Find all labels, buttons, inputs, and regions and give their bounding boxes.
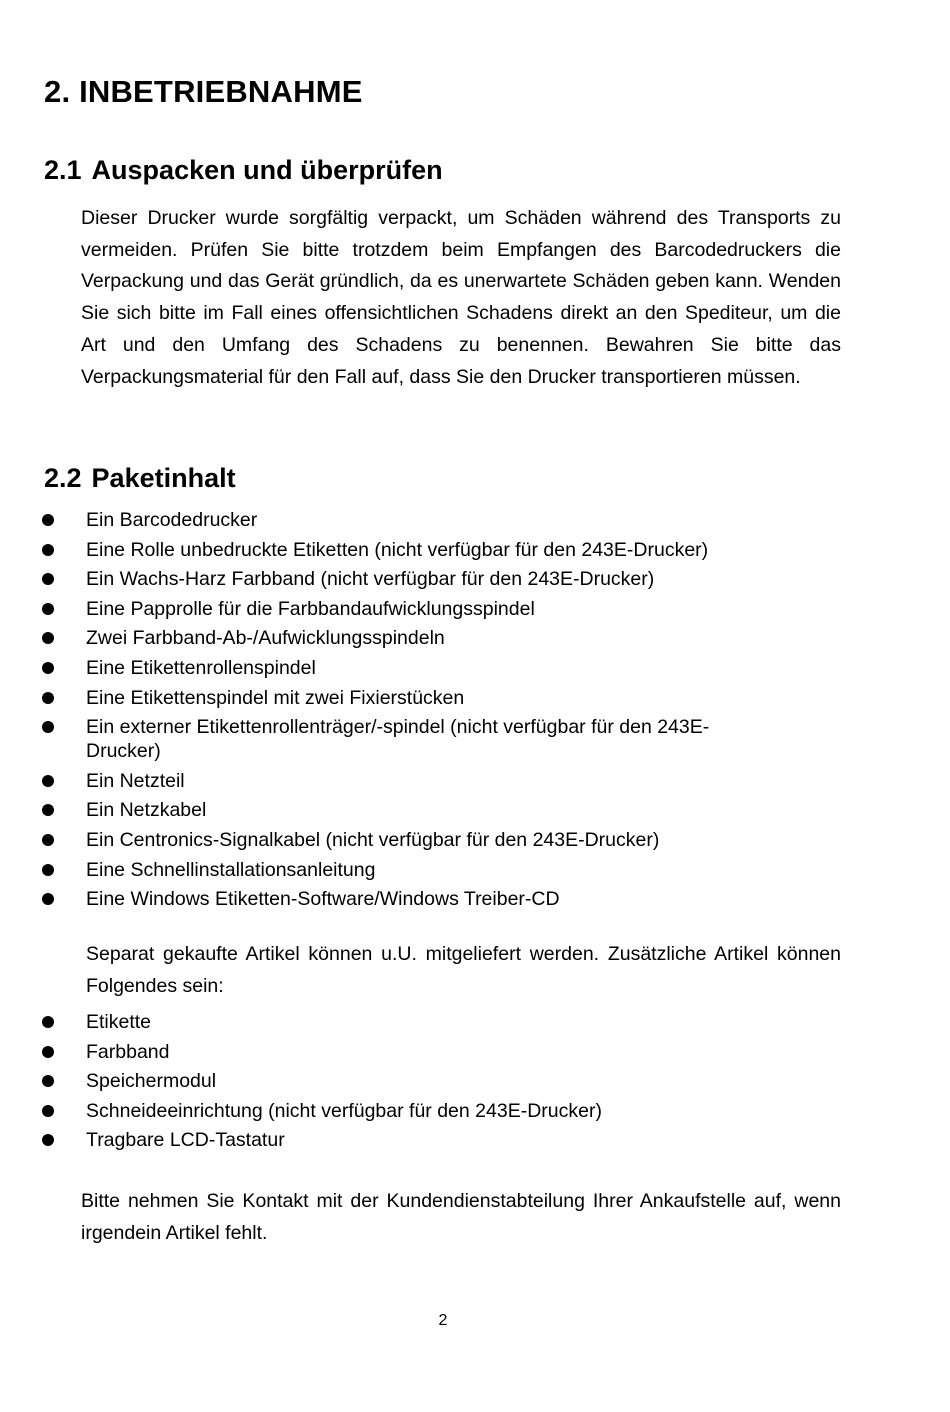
list-item: Eine Etikettenspindel mit zwei Fixierstücken: [0, 686, 766, 710]
bullet-icon: [42, 632, 54, 644]
list-item: Ein externer Etikettenrollenträger/-spindel (nicht verfügbar für den 243E-Drucker): [0, 715, 766, 763]
list-item: Ein Centronics-Signalkabel (nicht verfügbar für den 243E-Drucker): [0, 828, 766, 852]
list-item: Eine Etikettenrollenspindel: [0, 656, 766, 680]
list-item: Ein Netzteil: [0, 769, 766, 793]
section-heading-package-contents: [44, 463, 236, 494]
page-number: 2: [438, 1312, 448, 1329]
section-number: 2.2: [44, 463, 82, 493]
section-title: Auspacken und überprüfen: [91, 155, 443, 185]
list-item: Ein Wachs-Harz Farbband (nicht verfügbar für den 243E-Drucker): [0, 567, 766, 591]
section-number: 2.1: [44, 155, 82, 185]
section-title: Paketinhalt: [91, 463, 236, 493]
list-item: Ein Netzkabel: [0, 798, 766, 822]
bullet-icon: [42, 804, 54, 816]
bullet-icon: [42, 721, 54, 733]
list-item: Eine Schnellinstallationsanleitung: [0, 858, 766, 882]
bullet-icon: [42, 544, 54, 556]
bullet-icon: [42, 573, 54, 585]
optional-items-intro: Separat gekaufte Artikel können u.U. mitgeliefert werden. Zusätzliche Artikel können Folgendes sein:: [86, 943, 841, 997]
list-item: Schneideeinrichtung (nicht verfügbar für den 243E-Drucker): [0, 1099, 766, 1123]
list-item: Speichermodul: [0, 1069, 766, 1093]
bullet-icon: [42, 1075, 54, 1087]
bullet-icon: [42, 864, 54, 876]
chapter-title: 2. INBETRIEBNAHME: [44, 74, 363, 109]
unpacking-paragraph: Dieser Drucker wurde sorgfältig verpackt, um Schäden während des Transports zu vermeiden. Prüfen Sie bitte trotzdem beim Empfangen des Barcodedruckers die Verpackung und das Gerät gründlich, da es unerwartete Schäden geben kann. Wenden Sie sich bitte im Fall eines offensichtlichen Schadens direkt an den Spediteur, um die Art und den Umfang des Schadens zu benennen. Bewahren Sie bitte das Verpackungsmaterial für den Fall auf, dass Sie den Drucker transportieren müssen.: [81, 207, 841, 388]
list-item: Eine Windows Etiketten-Software/Windows Treiber-CD: [0, 887, 766, 911]
bullet-icon: [42, 1046, 54, 1058]
section-heading-unpacking: [44, 155, 443, 186]
list-item: Tragbare LCD-Tastatur: [0, 1128, 766, 1152]
package-contents-list: [0, 508, 850, 917]
list-item: Ein Barcodedrucker: [0, 508, 766, 532]
bullet-icon: [42, 603, 54, 615]
bullet-icon: [42, 514, 54, 526]
bullet-icon: [42, 692, 54, 704]
bullet-icon: [42, 1105, 54, 1117]
list-item: Etikette: [0, 1010, 766, 1034]
list-item: Eine Rolle unbedruckte Etiketten (nicht verfügbar für den 243E-Drucker): [0, 538, 766, 562]
bullet-icon: [42, 662, 54, 674]
list-item: Farbband: [0, 1040, 766, 1064]
bullet-icon: [42, 775, 54, 787]
list-item: Eine Papprolle für die Farbbandaufwicklungsspindel: [0, 597, 766, 621]
bullet-icon: [42, 893, 54, 905]
bullet-icon: [42, 1016, 54, 1028]
bullet-icon: [42, 1134, 54, 1146]
bullet-icon: [42, 834, 54, 846]
list-item: Zwei Farbband-Ab-/Aufwicklungsspindeln: [0, 626, 766, 650]
optional-items-list: [0, 1010, 850, 1158]
closing-paragraph: Bitte nehmen Sie Kontakt mit der Kundendienstabteilung Ihrer Ankaufstelle auf, wenn irgendein Artikel fehlt.: [81, 1190, 841, 1244]
